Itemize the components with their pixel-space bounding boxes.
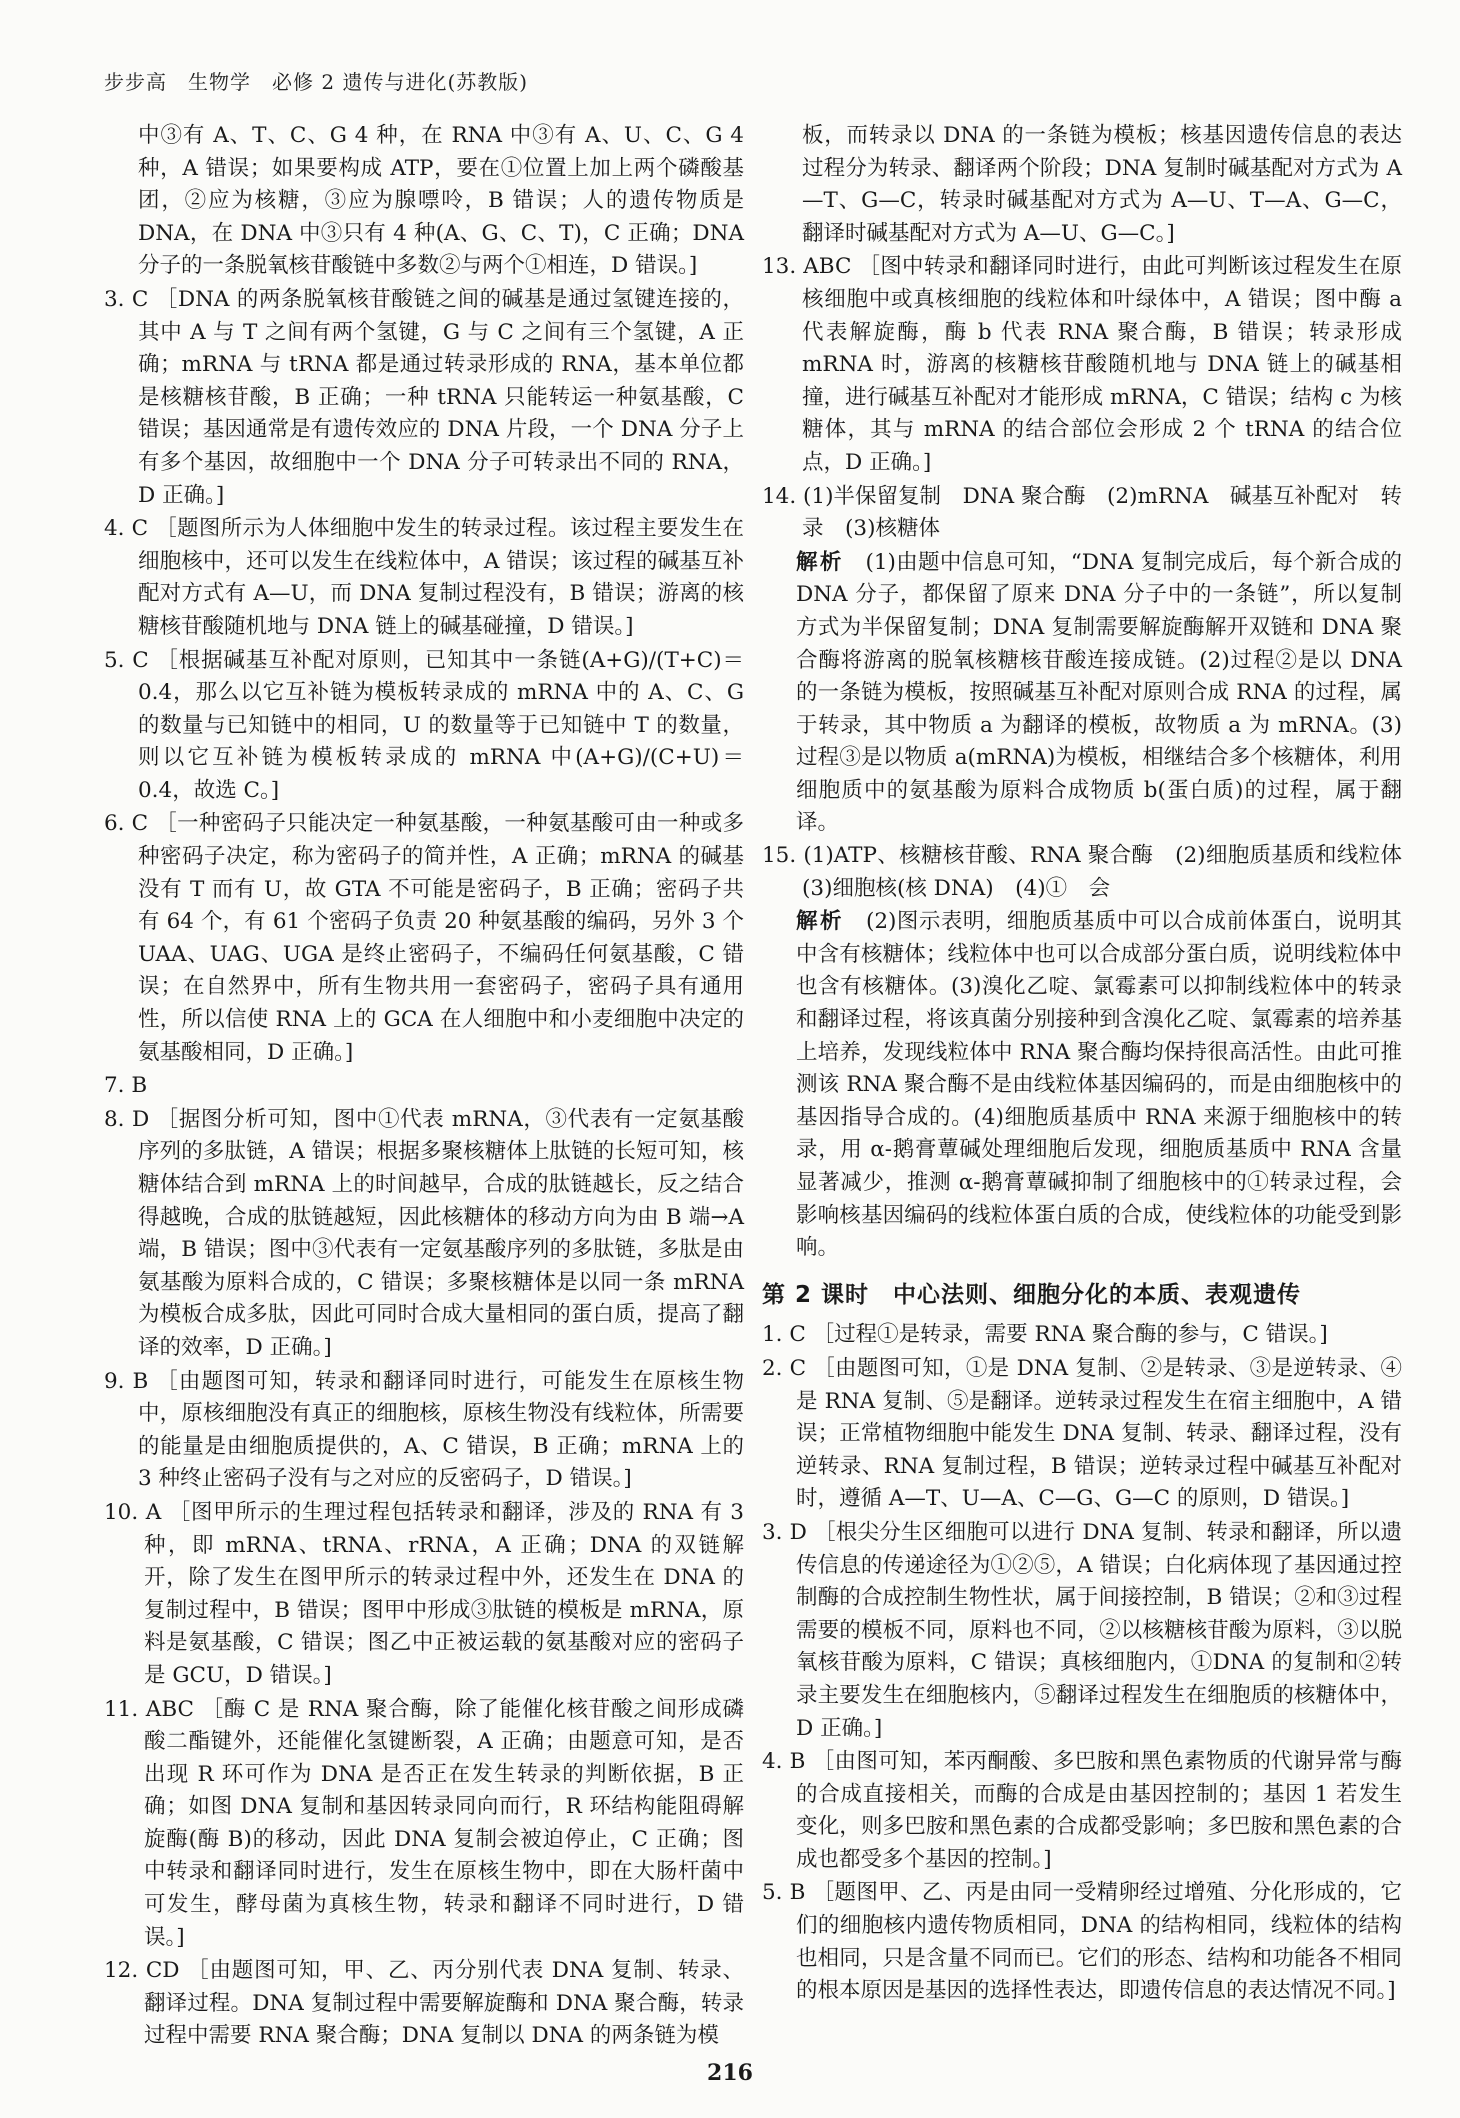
page-header: 步步高 生物学 必修 2 遗传与进化(苏教版) xyxy=(104,70,529,94)
answer-entry: 3. C ［DNA 的两条脱氧核苷酸链之间的碱基是通过氢键连接的，其中 A 与 T 之间有两个氢键，G 与 C 之间有三个氢键，A 正确；mRNA 与 tRNA 都是通过转录形成的 RNA，基本单位都是核糖核苷酸，B 正确；一种 tRNA 只能转运一种氨基酸，C 错误；基因通常是有遗传效应的 DNA 片段，一个 DNA 分子上有多个基因，故细胞中一个 DNA 分子可转录出不同的 RNA，D 正确。] xyxy=(104,286,744,508)
left-column xyxy=(104,120,744,2054)
answer-entry: 板，而转录以 DNA 的一条链为模板；核基因遗传信息的表达过程分为转录、翻译两个阶段；DNA 复制时碱基配对方式为 A—T、G—C，转录时碱基配对方式为 A—U、T—A、G—C，翻译时碱基配对方式为 A—U、G—C。] xyxy=(802,123,1402,246)
answer-entry: 8. D ［据图分析可知，图中①代表 mRNA，③代表有一定氨基酸序列的多肽链，A 错误；根据多聚核糖体上肽链的长短可知，核糖体结合到 mRNA 上的时间越早，合成的肽链越长，反之结合得越晚，合成的肽链越短，因此核糖体的移动方向为由 B 端→A 端，B 错误；图中③代表有一定氨基酸序列的多肽链，多肽是由氨基酸为原料合成的，C 错误；多聚核糖体是以同一条 mRNA 为模板合成多肽，因此可同时合成大量相同的蛋白质，提高了翻译的效率，D 正确。] xyxy=(104,1106,744,1360)
page-number: 216 xyxy=(707,2060,753,2086)
section-title: 第 2 课时 中心法则、细胞分化的本质、表观遗传 xyxy=(762,1281,1302,1308)
answer-entry: 13. ABC ［图中转录和翻译同时进行，由此可判断该过程发生在原核细胞中或真核细胞的线粒体和叶绿体中，A 错误；图中酶 a 代表解旋酶，酶 b 代表 RNA 聚合酶，B 错误；转录形成 mRNA 时，游离的核糖核苷酸随机地与 DNA 链上的碱基相撞，进行碱基互补配对才能形成 mRNA，C 错误；结构 c 为核糖体，其与 mRNA 的结合部位会形成 2 个 tRNA 的结合位点，D 正确。] xyxy=(762,254,1402,475)
analysis-label: 解析 xyxy=(796,549,844,575)
answer-entry: 14. (1)半保留复制 DNA 聚合酶 (2)mRNA 碱基互补配对 转录 (3)核糖体 xyxy=(762,483,1402,542)
answer-entry: 10. A ［图甲所示的生理过程包括转录和翻译，涉及的 RNA 有 3 种，即 mRNA、tRNA、rRNA，A 正确；DNA 的双链解开，除了发生在图甲所示的转录过程中外，还发生在 DNA 的复制过程中，B 错误；图甲中形成③肽链的模板是 mRNA，原料是氨基酸，C 错误；图乙中正被运载的氨基酸对应的密码子是 GCU，D 错误。] xyxy=(104,1499,744,1688)
answer-entry: 11. ABC ［酶 C 是 RNA 聚合酶，除了能催化核苷酸之间形成磷酸二酯键外，还能催化氢键断裂，A 正确；由题意可知，是否出现 R 环可作为 DNA 是否正在发生转录的判断依据，B 正确；如图 DNA 复制和基因转录同向而行，R 环结构能阻碍解旋酶(酶 B)的移动，因此 DNA 复制会被迫停止，C 正确；图中转录和翻译同时进行，发生在原核生物中，即在大肠杆菌中可发生，酵母菌为真核生物，转录和翻译不同时进行，D 错误。] xyxy=(104,1696,744,1950)
answer-entry: 中③有 A、T、C、G 4 种，在 RNA 中③有 A、U、C、G 4 种，A 错误；如果要构成 ATP，要在①位置上加上两个磷酸基团，②应为核糖，③应为腺嘌呤，B 错误；人的遗传物质是 DNA，在 DNA 中③只有 4 种(A、G、C、T)，C 正确；DNA 分子的一条脱氧核苷酸链中多数②与两个①相连，D 错误。] xyxy=(138,123,744,279)
answer-entry: 1. C ［过程①是转录，需要 RNA 聚合酶的参与，C 错误。] xyxy=(762,1322,1328,1348)
column-divider xyxy=(744,120,745,2000)
answer-entry: 5. C ［根据碱基互补配对原则，已知其中一条链(A+G)/(T+C)＝0.4，那么以它互补链为模板转录成的 mRNA 中的 A、C、G 的数量与已知链中的相同，U 的数量等于已知链中 T 的数量，则以它互补链为模板转录成的 mRNA 中(A+G)/(C+U)＝0.4，故选 C。] xyxy=(104,647,744,803)
answer-entry: 7. B xyxy=(104,1073,148,1099)
answer-entry: 6. C ［一种密码子只能决定一种氨基酸，一种氨基酸可由一种或多种密码子决定，称为密码子的简并性，A 正确；mRNA 的碱基没有 T 而有 U，故 GTA 不可能是密码子，B 正确；密码子共有 64 个，有 61 个密码子负责 20 种氨基酸的编码，另外 3 个 UAA、UAG、UGA 是终止密码子，不编码任何氨基酸，C 错误；在自然界中，所有生物共用一套密码子，密码子具有通用性，所以信使 RNA 上的 GCA 在人细胞中和小麦细胞中决定的氨基酸相同，D 正确。] xyxy=(104,811,744,1065)
answer-entry: 15. (1)ATP、核糖核苷酸、RNA 聚合酶 (2)细胞质基质和线粒体 (3)细胞核(核 DNA) (4)① 会 xyxy=(762,843,1424,901)
answer-entry: 5. B ［题图甲、乙、丙是由同一受精卵经过增殖、分化形成的，它们的细胞核内遗传物质相同，DNA 的结构相同，线粒体的结构也相同，只是含量不同而已。它们的形态、结构和功能各不相同的根本原因是基因的选择性表达，即遗传信息的表达情况不同。] xyxy=(762,1880,1402,2004)
answer-entry: 2. C ［由题图可知，①是 DNA 复制、②是转录、③是逆转录、④是 RNA 复制、⑤是翻译。逆转录过程发生在宿主细胞中，A 错误；正常植物细胞中能发生 DNA 复制、转录、翻译过程，没有逆转录、RNA 复制过程，B 错误；逆转录过程中碱基互补配对时，遵循 A—T、U—A、C—G、G—C 的原则，D 错误。] xyxy=(762,1355,1402,1512)
analysis-note: 解析 (2)图示表明，细胞质基质中可以合成前体蛋白，说明其中含有核糖体；线粒体中也可以合成部分蛋白质，说明线粒体中也含有核糖体。(3)溴化乙啶、氯霉素可以抑制线粒体中的转录和翻译过程，将该真菌分别接种到含溴化乙啶、氯霉素的培养基上培养，发现线粒体中 RNA 聚合酶均保持很高活性。由此可推测该 RNA 聚合酶不是由线粒体基因编码的，而是由细胞核中的基因指导合成的。(4)细胞质基质中 RNA 来源于细胞核中的转录，用 α-鹅膏蕈碱处理细胞后发现，细胞质基质中 RNA 含量显著减少，推测 α-鹅膏蕈碱抑制了细胞核中的①转录过程，会影响核基因编码的线粒体蛋白质的合成，使线粒体的功能受到影响。 xyxy=(796,909,1402,1261)
answer-entry: 9. B ［由题图可知，转录和翻译同时进行，可能发生在原核生物中，原核细胞没有真正的细胞核，原核生物没有线粒体，所需要的能量是由细胞质提供的，A、C 错误，B 正确；mRNA 上的 3 种终止密码子没有与之对应的反密码子，D 错误。] xyxy=(104,1368,744,1492)
analysis-note: 解析 (1)由题中信息可知，“DNA 复制完成后，每个新合成的 DNA 分子，都保留了原来 DNA 分子中的一条链”，所以复制方式为半保留复制；DNA 复制需要解旋酶解开双链和 DNA 聚合酶将游离的脱氧核糖核苷酸连接成链。(2)过程②是以 DNA 的一条链为模板，按照碱基互补配对原则合成 RNA 的过程，属于转录，其中物质 a 为翻译的模板，故物质 a 为 mRNA。(3)过程③是以物质 a(mRNA)为模板，相继结合多个核糖体，利用细胞质中的氨基酸为原料合成物质 b(蛋白质)的过程，属于翻译。 xyxy=(796,549,1402,836)
answer-entry: 4. C ［题图所示为人体细胞中发生的转录过程。该过程主要发生在细胞核中，还可以发生在线粒体中，A 错误；该过程的碱基互补配对方式有 A—U，而 DNA 复制过程没有，B 错误；游离的核糖核苷酸随机地与 DNA 链上的碱基碰撞，D 错误。] xyxy=(104,516,744,639)
right-column xyxy=(762,120,1424,2009)
answer-entry: 4. B ［由图可知，苯丙酮酸、多巴胺和黑色素物质的代谢异常与酶的合成直接相关，而酶的合成是由基因控制的；基因 1 若发生变化，则多巴胺和黑色素的合成都受影响；多巴胺和黑色素的合成也都受多个基因的控制。] xyxy=(762,1749,1402,1872)
answer-entry: 12. CD ［由题图可知，甲、乙、丙分别代表 DNA 复制、转录、翻译过程。DNA 复制过程中需要解旋酶和 DNA 聚合酶，转录过程中需要 RNA 聚合酶；DNA 复制以 DNA 的两条链为模 xyxy=(104,1958,744,2049)
analysis-label: 解析 xyxy=(796,909,844,935)
answer-entry: 3. D ［根尖分生区细胞可以进行 DNA 复制、转录和翻译，所以遗传信息的传递途径为①②⑤，A 错误；白化病体现了基因通过控制酶的合成控制生物性状，属于间接控制，B 错误；②和③过程需要的模板不同，原料也不同，②以核糖核苷酸为原料，③以脱氧核苷酸为原料，C 错误；真核细胞内，①DNA 的复制和②转录主要发生在细胞核内，⑤翻译过程发生在细胞质的核糖体中，D 正确。] xyxy=(762,1519,1402,1741)
